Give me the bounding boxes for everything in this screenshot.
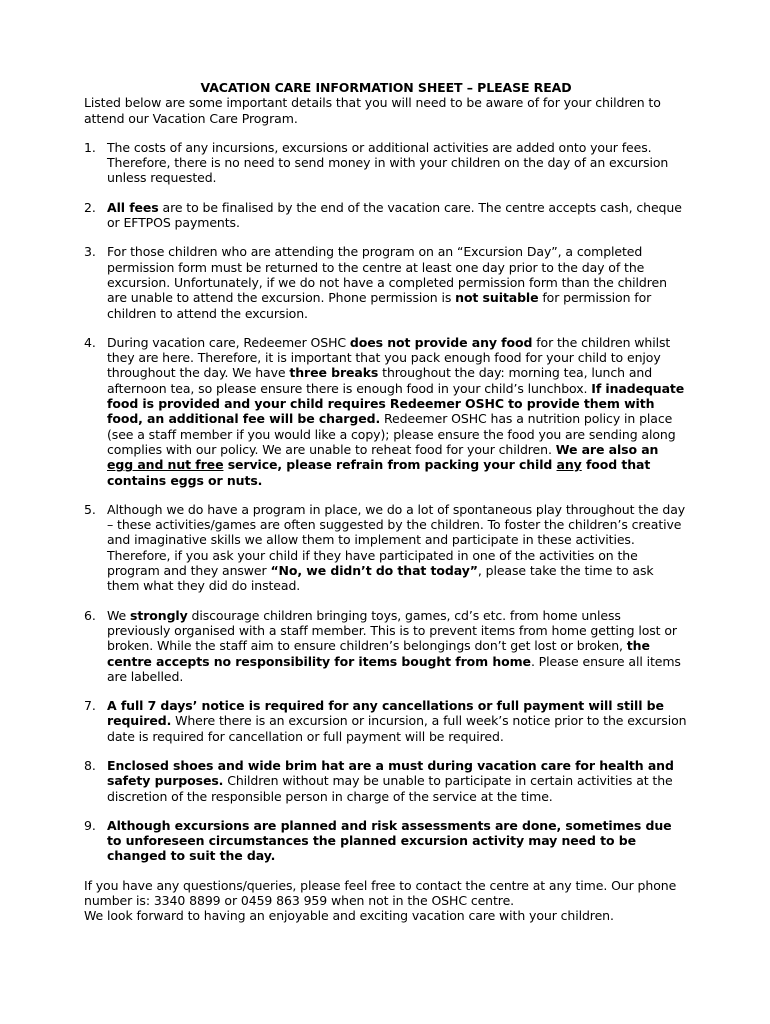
item-number: 1. xyxy=(84,139,96,155)
list-item: 1. The costs of any incursions, excursions or additional activities are added onto your fees. Therefore, there is no need to send money in with your children on the day of an excursion unless requested. xyxy=(84,139,669,186)
info-list xyxy=(84,140,688,864)
list-item: 5. Although we do have a program in place, we do a lot of spontaneous play throughout the day – these activities/games are often suggested by the children. To foster the children’s creative and imaginative skills we allow them to implement and participate in these activities. Therefore, if you ask your child if they have participated in one of the activities on the program and they answer “No, we didn’t do that today”, please take the time to ask them what they did do instead. xyxy=(84,501,686,594)
item-number: 4. xyxy=(84,334,96,350)
list-item: 6. We strongly discourage children bringing toys, games, cd’s etc. from home unless previously organised with a staff member. This is to prevent items from home getting lost or broken. While the staff aim to ensure children’s belongings don’t get lost or broken, the centre accepts no responsibility for items bought from home. Please ensure all items are labelled. xyxy=(84,607,681,684)
intro-paragraph: Listed below are some important details that you will need to be aware of for your children to attend our Vacation Care Program. xyxy=(84,95,661,126)
closing-section xyxy=(84,878,688,924)
list-item: 4. During vacation care, Redeemer OSHC does not provide any food for the children whilst they are here. Therefore, it is important that you pack enough food for your child to enjoy throughout the day. We have three breaks throughout the day: morning tea, lunch and afternoon tea, so please ensure there is enough food in your child’s lunchbox. If inadequate food is provided and your child requires Redeemer OSHC to provide them with food, an additional fee will be charged. Redeemer OSHC has a nutrition policy in place (see a staff member if you would like a copy); please ensure the food you are sending along complies with our policy. We are unable to reheat food for your children. We are also an egg and nut free service, please refrain from packing your child any food that contains eggs or nuts. xyxy=(84,334,685,488)
item-number: 9. xyxy=(84,817,96,833)
item-number: 3. xyxy=(84,244,96,260)
list-item: 3. For those children who are attending the program on an “Excursion Day”, a completed permission form must be returned to the centre at least one day prior to the day of the excursion. Unfortunately, if we do not have a completed permission form than the children are unable to attend the excursion. Phone permission is not suitable for permission for children to attend the excursion. xyxy=(84,244,667,321)
list-item: 7. A full 7 days’ notice is required for any cancellations or full payment will still be required. Where there is an excursion or incursion, a full week’s notice prior to the excursion date is required for cancellation or full payment will be required. xyxy=(84,698,687,744)
item-number: 5. xyxy=(84,501,96,517)
list-item: 2. All fees are to be finalised by the end of the vacation care. The centre accepts cash, cheque or EFTPOS payments. xyxy=(84,199,682,231)
page-title: VACATION CARE INFORMATION SHEET – PLEASE READ xyxy=(200,80,572,95)
item-number: 7. xyxy=(84,698,96,714)
closing-paragraph: We look forward to having an enjoyable and exciting vacation care with your children. xyxy=(84,908,614,924)
list-item: 8. Enclosed shoes and wide brim hat are a must during vacation care for health and safety purposes. Children without may be unable to participate in certain activities at the discretion of the responsible person in charge of the service at the time. xyxy=(84,757,674,804)
item-number: 6. xyxy=(84,607,96,623)
item-number: 2. xyxy=(84,199,96,215)
document-page xyxy=(84,80,688,924)
item-number: 8. xyxy=(84,757,96,773)
contact-paragraph: If you have any questions/queries, please feel free to contact the centre at any time. Our phone number is: 3340 8899 or 0459 863 959 when not in the OSHC centre. xyxy=(84,877,677,909)
list-item: 9. Although excursions are planned and risk assessments are done, sometimes due to unforeseen circumstances the planned excursion activity may need to be changed to suit the day. xyxy=(84,817,672,864)
